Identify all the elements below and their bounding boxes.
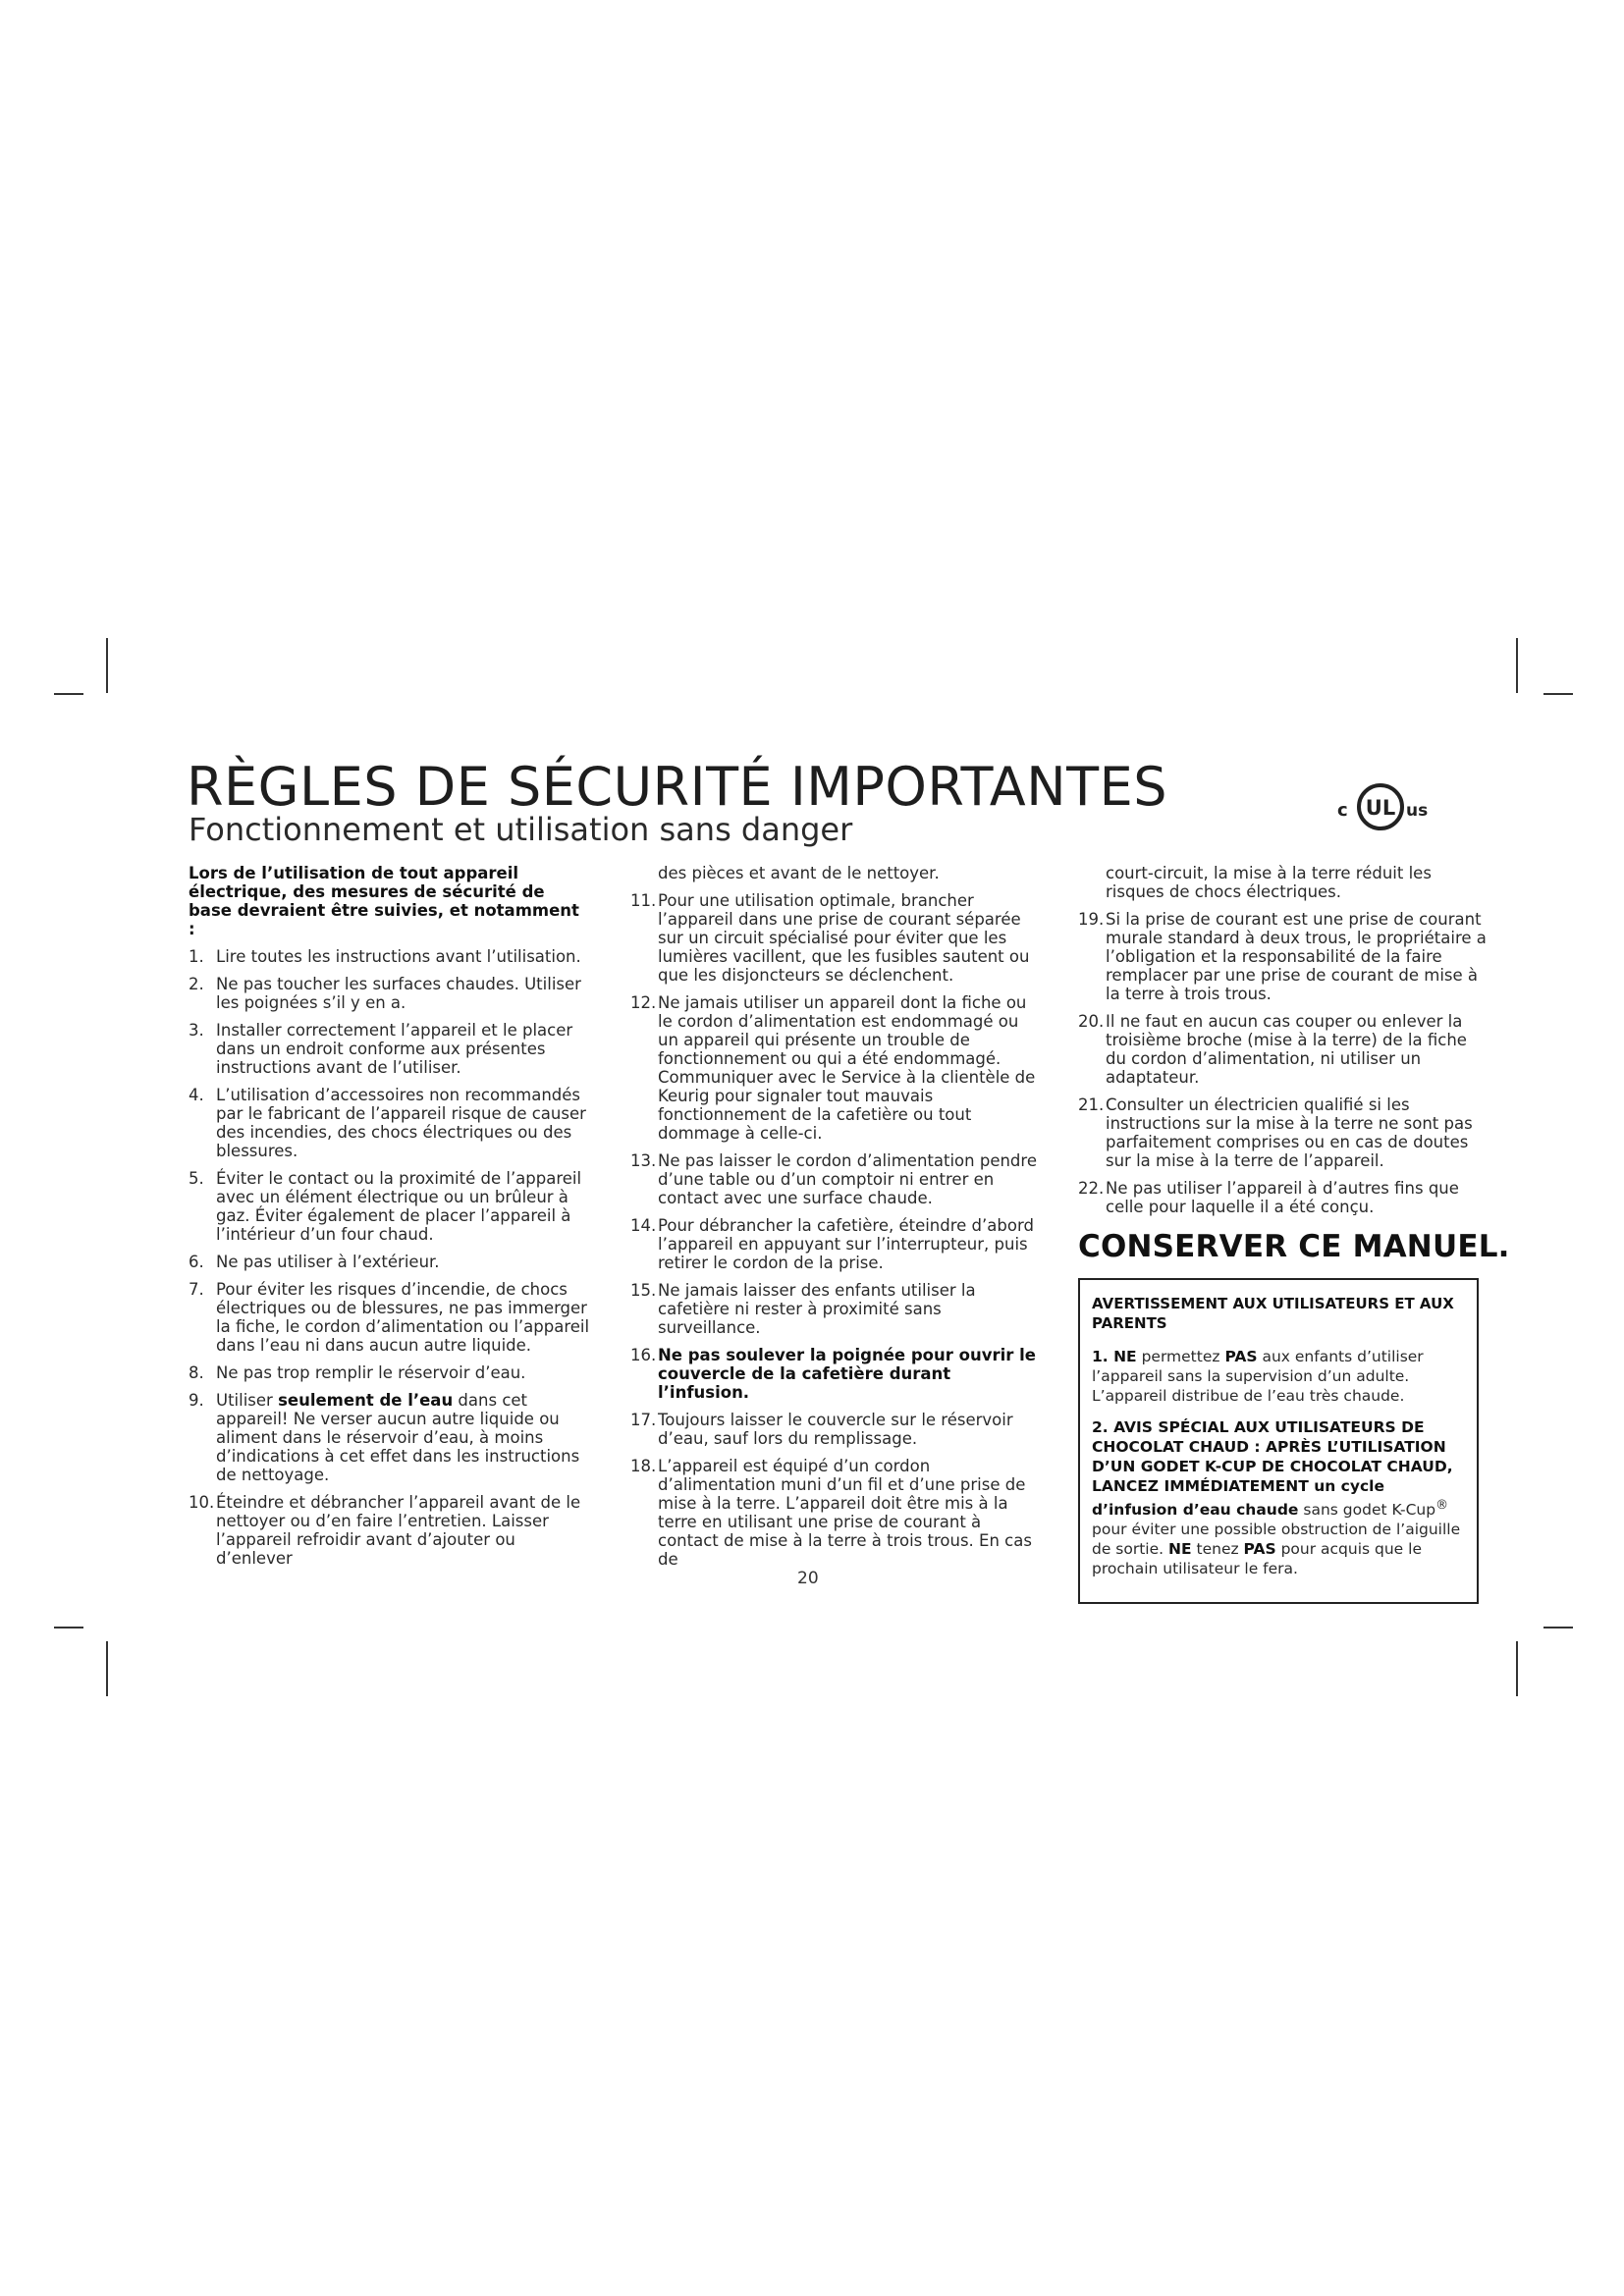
warning-bold: 2. AVIS SPÉCIAL AUX UTILISATEURS DE CHOCOLAT CHAUD : APRÈS L’UTILISATION D’UN GODET K-CUP DE CHOCOLAT CHAUD, LANCEZ IMMÉDIATEMENT bbox=[1092, 1418, 1453, 1495]
rule-item bbox=[1078, 1095, 1490, 1170]
column-3 bbox=[1078, 864, 1510, 1604]
rule-number: 22. bbox=[1078, 1179, 1105, 1198]
warning-text: aux enfants d’utiliser l’appareil sans la supervision d’un adulte. L’appareil distribue de l’eau très chaude. bbox=[1092, 1348, 1424, 1405]
rule-text-bold: seulement de l’eau bbox=[278, 1391, 454, 1410]
rule-item bbox=[630, 1151, 1043, 1207]
rule-text: Installer correctement l’appareil et le placer dans un endroit conforme aux présentes instructions avant de l’utiliser. bbox=[216, 1021, 573, 1077]
page-number: 20 bbox=[797, 1569, 819, 1588]
rule-number: 20. bbox=[1078, 1012, 1105, 1031]
column-1 bbox=[189, 864, 591, 1576]
rule-item bbox=[189, 1280, 591, 1355]
warning-paragraph-1 bbox=[1092, 1347, 1465, 1406]
crop-mark bbox=[1543, 1627, 1573, 1629]
warning-paragraph-2 bbox=[1092, 1417, 1465, 1578]
rule-text: Toujours laisser le couvercle sur le réservoir d’eau, sauf lors du remplissage. bbox=[658, 1411, 1013, 1448]
rule-item bbox=[189, 1391, 591, 1484]
registered-mark: ® bbox=[1435, 1498, 1449, 1513]
rule-number: 6. bbox=[189, 1253, 204, 1271]
rule-item bbox=[189, 1363, 591, 1382]
rule-number: 7. bbox=[189, 1280, 204, 1299]
rule-number: 13. bbox=[630, 1151, 657, 1170]
rule-item bbox=[189, 947, 591, 966]
rule-number: 3. bbox=[189, 1021, 204, 1040]
warning-text: pour éviter une possible obstruction de l’aiguille de sortie. bbox=[1092, 1521, 1461, 1559]
rule-number: 11. bbox=[630, 891, 657, 910]
rule-text: L’utilisation d’accessoires non recommandés par le fabricant de l’appareil risque de causer des incendies, des chocs électriques ou des blessures. bbox=[216, 1086, 586, 1160]
rule-number: 21. bbox=[1078, 1095, 1105, 1114]
rule-text: Pour une utilisation optimale, brancher l’appareil dans une prise de courant séparée sur un circuit spécialisé pour éviter que les lumières vacillent, que les fusibles sautent ou que les disjoncteurs se déclenchent. bbox=[658, 891, 1030, 985]
rule-text: L’appareil est équipé d’un cordon d’alimentation muni d’un fil et d’une prise de mise à la terre. L’appareil doit être mis à la terre en utilisant une prise de courant à contact de mise à la terre à trois trous. En cas de bbox=[658, 1457, 1032, 1569]
crop-mark bbox=[1543, 693, 1573, 695]
rules-list-1 bbox=[189, 947, 591, 1568]
crop-mark bbox=[106, 638, 108, 693]
rule-continuation: court-circuit, la mise à la terre réduit les risques de chocs électriques. bbox=[1106, 864, 1432, 901]
rule-item bbox=[189, 1169, 591, 1244]
warning-bold: 1. NE bbox=[1092, 1348, 1137, 1365]
ul-logo-mark-text: UL bbox=[1365, 796, 1396, 820]
rule-number: 9. bbox=[189, 1391, 204, 1410]
ul-certification-logo bbox=[1333, 775, 1441, 834]
warning-bold: PAS bbox=[1243, 1540, 1276, 1559]
rule-text: Pour débrancher la cafetière, éteindre d’abord l’appareil en appuyant sur l’interrupteur, puis retirer le cordon de la prise. bbox=[658, 1216, 1034, 1272]
crop-mark bbox=[106, 1641, 108, 1696]
intro-text: Lors de l’utilisation de tout appareil électrique, des mesures de sécurité de base devraient être suivies, et notamment : bbox=[189, 864, 579, 938]
page-subtitle: Fonctionnement et utilisation sans danger bbox=[189, 811, 853, 848]
rule-item bbox=[189, 1086, 591, 1160]
rule-number: 1. bbox=[189, 947, 204, 966]
crop-mark bbox=[1516, 1641, 1518, 1696]
rule-item bbox=[189, 1021, 591, 1077]
rule-item bbox=[630, 1457, 1043, 1569]
rule-item bbox=[630, 1216, 1043, 1272]
rule-number: 10. bbox=[189, 1493, 215, 1512]
rule-text: Ne jamais utiliser un appareil dont la fiche ou le cordon d’alimentation est endommagé ou un appareil qui présente un trouble de fonctionnement ou qui a été endommagé. Communiquer avec le Service à la clientèle de Keurig pour signaler tout mauvais fonctionnement de la cafetière ou tout dommage à celle-ci. bbox=[658, 993, 1036, 1143]
rule-item bbox=[189, 1493, 591, 1568]
warning-bold: NE bbox=[1168, 1540, 1192, 1559]
rule-number: 2. bbox=[189, 975, 204, 993]
warning-bold: PAS bbox=[1224, 1348, 1258, 1365]
column-2 bbox=[630, 864, 1043, 1577]
rule-text: Ne pas laisser le cordon d’alimentation pendre d’une table ou d’un comptoir ni entrer en contact avec une surface chaude. bbox=[658, 1151, 1037, 1207]
crop-mark bbox=[1516, 638, 1518, 693]
warning-box bbox=[1078, 1278, 1479, 1604]
rule-number: 18. bbox=[630, 1457, 657, 1475]
rule-text: Ne pas utiliser à l’extérieur. bbox=[216, 1253, 440, 1271]
ul-logo-left-text: c bbox=[1337, 800, 1348, 821]
rule-number: 12. bbox=[630, 993, 657, 1012]
rule-number: 4. bbox=[189, 1086, 204, 1104]
rule-text: Il ne faut en aucun cas couper ou enlever la troisième broche (mise à la terre) de la fiche du cordon d’alimentation, ni utiliser un adaptateur. bbox=[1106, 1012, 1467, 1087]
rule-item bbox=[630, 1281, 1043, 1337]
rule-text: Éviter le contact ou la proximité de l’appareil avec un élément électrique ou un brûleur à gaz. Éviter également de placer l’appareil à l’intérieur d’un four chaud. bbox=[216, 1169, 582, 1244]
rule-text: Pour éviter les risques d’incendie, de chocs électriques ou de blessures, ne pas immerger la fiche, le cordon d’alimentation ou l’appareil dans l’eau ni dans aucun autre liquide. bbox=[216, 1280, 590, 1355]
rule-item bbox=[189, 975, 591, 1012]
warning-bold: un cycle d’infusion d’eau chaude bbox=[1092, 1477, 1384, 1520]
rule-text-bold: Ne pas soulever la poignée pour ouvrir le couvercle de la cafetière durant l’infusion. bbox=[658, 1346, 1036, 1402]
rule-text: Lire toutes les instructions avant l’utilisation. bbox=[216, 947, 581, 966]
save-manual-heading: CONSERVER CE MANUEL. bbox=[1078, 1229, 1510, 1264]
rule-text: Ne pas utiliser l’appareil à d’autres fins que celle pour laquelle il a été conçu. bbox=[1106, 1179, 1459, 1216]
warning-title: AVERTISSEMENT AUX UTILISATEURS ET AUX PARENTS bbox=[1092, 1295, 1454, 1332]
warning-text: pour acquis que le prochain utilisateur le fera. bbox=[1092, 1540, 1422, 1578]
rule-number: 5. bbox=[189, 1169, 204, 1188]
rule-text: Ne pas toucher les surfaces chaudes. Utiliser les poignées s’il y en a. bbox=[216, 975, 581, 1012]
rule-text-part: dans cet appareil! Ne verser aucun autre liquide ou aliment dans le réservoir d’eau, à moins d’indications à cet effet dans les instructions de nettoyage. bbox=[216, 1391, 580, 1484]
rule-item bbox=[630, 891, 1043, 985]
rules-list-3 bbox=[1078, 910, 1490, 1216]
rule-number: 17. bbox=[630, 1411, 657, 1429]
rule-item bbox=[1078, 1012, 1490, 1087]
rule-number: 8. bbox=[189, 1363, 204, 1382]
crop-mark bbox=[54, 1627, 83, 1629]
ul-logo-right-text: us bbox=[1406, 801, 1429, 821]
rule-item bbox=[630, 1411, 1043, 1448]
rule-item bbox=[630, 1346, 1043, 1402]
rule-number: 19. bbox=[1078, 910, 1105, 929]
warning-text: permettez bbox=[1136, 1348, 1225, 1365]
rule-text bbox=[216, 1391, 591, 1484]
page-title: RÈGLES DE SÉCURITÉ IMPORTANTES bbox=[187, 756, 1168, 818]
rule-number: 15. bbox=[630, 1281, 657, 1300]
warning-text: tenez bbox=[1191, 1540, 1244, 1559]
rule-text: Ne jamais laisser des enfants utiliser la cafetière ni rester à proximité sans surveillance. bbox=[658, 1281, 976, 1337]
rule-text: Consulter un électricien qualifié si les instructions sur la mise à la terre ne sont pas parfaitement comprises ou en cas de doutes sur la mise à la terre de l’appareil. bbox=[1106, 1095, 1473, 1170]
rule-item bbox=[630, 993, 1043, 1143]
rule-number: 16. bbox=[630, 1346, 657, 1364]
crop-mark bbox=[54, 693, 83, 695]
rule-item bbox=[189, 1253, 591, 1271]
rule-item bbox=[1078, 1179, 1490, 1216]
rule-text: Si la prise de courant est une prise de courant murale standard à deux trous, le propriétaire a l’obligation et la responsabilité de la faire remplacer par une prise de courant de mise à la terre à trois trous. bbox=[1106, 910, 1487, 1003]
rules-list-2 bbox=[630, 891, 1043, 1569]
rule-text: Ne pas trop remplir le réservoir d’eau. bbox=[216, 1363, 526, 1382]
rule-text: Éteindre et débrancher l’appareil avant de le nettoyer ou d’en faire l’entretien. Laisser l’appareil refroidir avant d’ajouter ou d’enlever bbox=[216, 1493, 581, 1568]
rule-continuation: des pièces et avant de le nettoyer. bbox=[658, 864, 940, 882]
warning-text: sans godet K-Cup bbox=[1298, 1501, 1436, 1520]
rule-number: 14. bbox=[630, 1216, 657, 1235]
rule-text-part: Utiliser bbox=[216, 1391, 279, 1410]
rule-item bbox=[1078, 910, 1490, 1003]
